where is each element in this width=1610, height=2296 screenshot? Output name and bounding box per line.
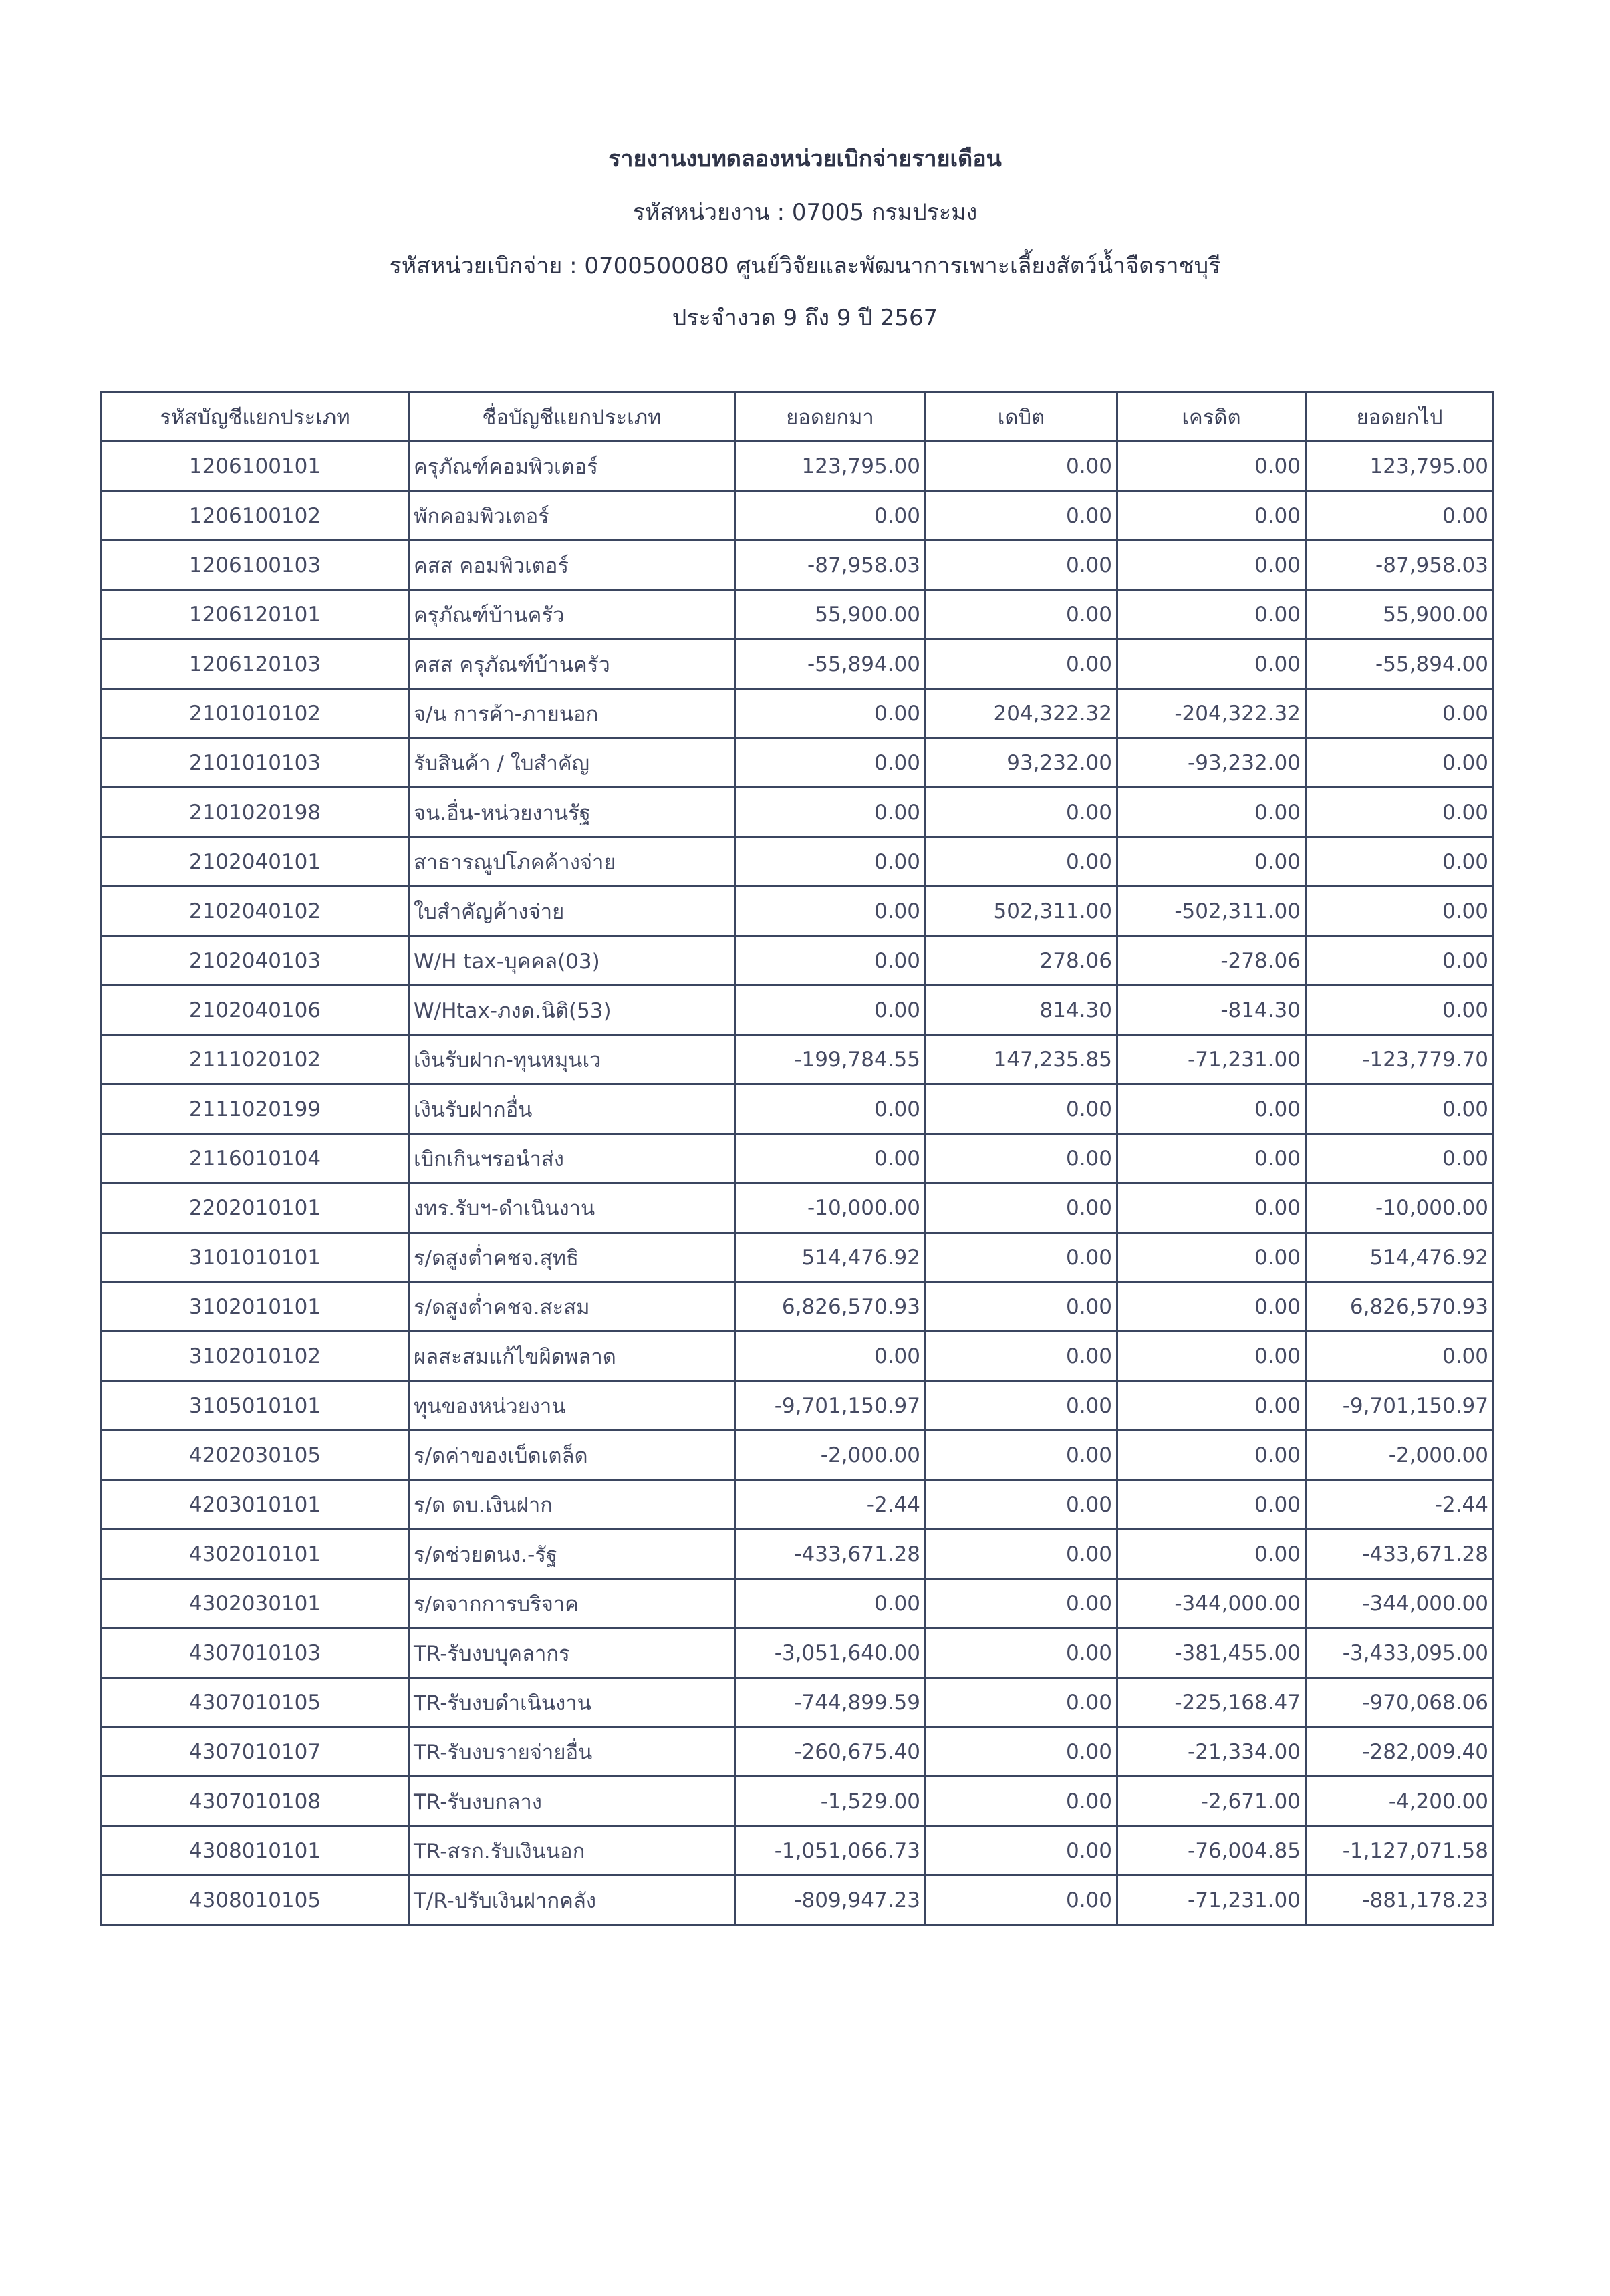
opening-balance-cell: -10,000.00 [735, 1183, 926, 1233]
closing-balance-cell: -123,779.70 [1306, 1035, 1494, 1085]
table-row [102, 442, 1494, 491]
closing-balance-cell: -881,178.23 [1306, 1876, 1494, 1925]
credit-cell: -344,000.00 [1117, 1579, 1306, 1628]
account-name-cell: ร/ดช่วยดนง.-รัฐ [409, 1530, 735, 1579]
closing-balance-cell: 0.00 [1306, 837, 1494, 887]
credit-cell: -381,455.00 [1117, 1628, 1306, 1678]
credit-cell: 0.00 [1117, 1530, 1306, 1579]
credit-cell: -814.30 [1117, 986, 1306, 1035]
closing-balance-cell: 55,900.00 [1306, 590, 1494, 639]
table-row [102, 1134, 1494, 1183]
debit-cell: 278.06 [926, 936, 1117, 986]
opening-balance-cell: 6,826,570.93 [735, 1282, 926, 1332]
credit-cell: 0.00 [1117, 1332, 1306, 1381]
debit-cell: 0.00 [926, 1727, 1117, 1777]
opening-balance-cell: -9,701,150.97 [735, 1381, 926, 1431]
debit-cell: 0.00 [926, 1876, 1117, 1925]
table-row [102, 1233, 1494, 1282]
credit-cell: 0.00 [1117, 837, 1306, 887]
closing-balance-cell: 123,795.00 [1306, 442, 1494, 491]
debit-cell: 0.00 [926, 590, 1117, 639]
debit-cell: 0.00 [926, 1628, 1117, 1678]
opening-balance-cell: -809,947.23 [735, 1876, 926, 1925]
opening-balance-cell: 0.00 [735, 689, 926, 738]
debit-cell: 814.30 [926, 986, 1117, 1035]
account-name-cell: TR-สรก.รับเงินนอก [409, 1826, 735, 1876]
agency-code: รหัสหน่วยงาน : 07005 กรมประมง [632, 199, 978, 226]
table-row [102, 1579, 1494, 1628]
header-account-code: รหัสบัญชีแยกประเภท [102, 392, 409, 442]
table-row [102, 1876, 1494, 1925]
account-code-cell: 4307010103 [102, 1628, 409, 1678]
header-closing-balance: ยอดยกไป [1306, 392, 1494, 442]
credit-cell: 0.00 [1117, 1381, 1306, 1431]
account-code-cell: 1206100103 [102, 541, 409, 590]
account-code-cell: 4203010101 [102, 1480, 409, 1530]
debit-cell: 0.00 [926, 1826, 1117, 1876]
account-name-cell: จ/น การค้า-ภายนอก [409, 689, 735, 738]
opening-balance-cell: -260,675.40 [735, 1727, 926, 1777]
opening-balance-cell: -1,051,066.73 [735, 1826, 926, 1876]
table-row [102, 1183, 1494, 1233]
debit-cell: 0.00 [926, 1183, 1117, 1233]
opening-balance-cell: 0.00 [735, 738, 926, 788]
opening-balance-cell: -199,784.55 [735, 1035, 926, 1085]
opening-balance-cell: 0.00 [735, 837, 926, 887]
closing-balance-cell: -2,000.00 [1306, 1431, 1494, 1480]
account-code-cell: 2102040101 [102, 837, 409, 887]
table-row [102, 1777, 1494, 1826]
debit-cell: 0.00 [926, 1678, 1117, 1727]
table-row [102, 986, 1494, 1035]
closing-balance-cell: 6,826,570.93 [1306, 1282, 1494, 1332]
closing-balance-cell: 0.00 [1306, 1332, 1494, 1381]
credit-cell: 0.00 [1117, 541, 1306, 590]
account-name-cell: ครุภัณฑ์บ้านครัว [409, 590, 735, 639]
credit-cell: 0.00 [1117, 1183, 1306, 1233]
closing-balance-cell: -3,433,095.00 [1306, 1628, 1494, 1678]
debit-cell: 147,235.85 [926, 1035, 1117, 1085]
opening-balance-cell: 0.00 [735, 491, 926, 541]
debit-cell: 0.00 [926, 1332, 1117, 1381]
opening-balance-cell: 0.00 [735, 887, 926, 936]
account-name-cell: ร/ดค่าของเบ็ดเตล็ด [409, 1431, 735, 1480]
closing-balance-cell: 0.00 [1306, 986, 1494, 1035]
debit-cell: 0.00 [926, 1233, 1117, 1282]
account-code-cell: 4302030101 [102, 1579, 409, 1628]
debit-cell: 0.00 [926, 442, 1117, 491]
account-name-cell: ร/ดสูงต่ำคชจ.สุทธิ [409, 1233, 735, 1282]
closing-balance-cell: -433,671.28 [1306, 1530, 1494, 1579]
opening-balance-cell: -1,529.00 [735, 1777, 926, 1826]
account-code-cell: 1206100102 [102, 491, 409, 541]
account-code-cell: 2101020198 [102, 788, 409, 837]
account-code-cell: 4307010105 [102, 1678, 409, 1727]
closing-balance-cell: -282,009.40 [1306, 1727, 1494, 1777]
credit-cell: 0.00 [1117, 1233, 1306, 1282]
debit-cell: 0.00 [926, 639, 1117, 689]
table-row [102, 1727, 1494, 1777]
header-debit: เดบิต [926, 392, 1117, 442]
account-code-cell: 2111020199 [102, 1085, 409, 1134]
closing-balance-cell: 0.00 [1306, 689, 1494, 738]
trial-balance-table [100, 391, 1494, 1926]
closing-balance-cell: -1,127,071.58 [1306, 1826, 1494, 1876]
closing-balance-cell: 0.00 [1306, 887, 1494, 936]
credit-cell: 0.00 [1117, 491, 1306, 541]
debit-cell: 0.00 [926, 788, 1117, 837]
table-row [102, 639, 1494, 689]
account-name-cell: คสส คอมพิวเตอร์ [409, 541, 735, 590]
header-opening-balance: ยอดยกมา [735, 392, 926, 442]
closing-balance-cell: -87,958.03 [1306, 541, 1494, 590]
account-code-cell: 4308010101 [102, 1826, 409, 1876]
account-name-cell: ครุภัณฑ์คอมพิวเตอร์ [409, 442, 735, 491]
account-name-cell: งทร.รับฯ-ดำเนินงาน [409, 1183, 735, 1233]
account-code-cell: 2102040103 [102, 936, 409, 986]
closing-balance-cell: -10,000.00 [1306, 1183, 1494, 1233]
table-row [102, 1530, 1494, 1579]
account-name-cell: TR-รับงบกลาง [409, 1777, 735, 1826]
opening-balance-cell: 0.00 [735, 1134, 926, 1183]
credit-cell: 0.00 [1117, 1431, 1306, 1480]
credit-cell: -502,311.00 [1117, 887, 1306, 936]
closing-balance-cell: 0.00 [1306, 738, 1494, 788]
opening-balance-cell: 0.00 [735, 936, 926, 986]
account-name-cell: TR-รับงบรายจ่ายอื่น [409, 1727, 735, 1777]
account-name-cell: W/Htax-ภงด.นิติ(53) [409, 986, 735, 1035]
table-row [102, 1381, 1494, 1431]
credit-cell: 0.00 [1117, 1480, 1306, 1530]
report-period: ประจำงวด 9 ถึง 9 ปี 2567 [672, 305, 938, 331]
account-code-cell: 4302010101 [102, 1530, 409, 1579]
closing-balance-cell: -344,000.00 [1306, 1579, 1494, 1628]
table-row [102, 1628, 1494, 1678]
table-header-row [102, 392, 1494, 442]
account-name-cell: เงินรับฝาก-ทุนหมุนเว [409, 1035, 735, 1085]
opening-balance-cell: -3,051,640.00 [735, 1628, 926, 1678]
debit-cell: 0.00 [926, 1282, 1117, 1332]
account-code-cell: 3101010101 [102, 1233, 409, 1282]
opening-balance-cell: -55,894.00 [735, 639, 926, 689]
credit-cell: 0.00 [1117, 1134, 1306, 1183]
credit-cell: -21,334.00 [1117, 1727, 1306, 1777]
credit-cell: -278.06 [1117, 936, 1306, 986]
opening-balance-cell: -433,671.28 [735, 1530, 926, 1579]
opening-balance-cell: 0.00 [735, 788, 926, 837]
account-name-cell: สาธารณูปโภคค้างจ่าย [409, 837, 735, 887]
account-code-cell: 2202010101 [102, 1183, 409, 1233]
account-code-cell: 4308010105 [102, 1876, 409, 1925]
account-code-cell: 3105010101 [102, 1381, 409, 1431]
header-account-name: ชื่อบัญชีแยกประเภท [409, 392, 735, 442]
opening-balance-cell: 55,900.00 [735, 590, 926, 639]
table-body [102, 442, 1494, 1925]
account-name-cell: เงินรับฝากอื่น [409, 1085, 735, 1134]
debit-cell: 0.00 [926, 1085, 1117, 1134]
account-name-cell: W/H tax-บุคคล(03) [409, 936, 735, 986]
account-code-cell: 4307010107 [102, 1727, 409, 1777]
account-code-cell: 4202030105 [102, 1431, 409, 1480]
table-row [102, 788, 1494, 837]
closing-balance-cell: -970,068.06 [1306, 1678, 1494, 1727]
table-row [102, 1332, 1494, 1381]
account-name-cell: จน.อื่น-หน่วยงานรัฐ [409, 788, 735, 837]
debit-cell: 0.00 [926, 1530, 1117, 1579]
account-name-cell: T/R-ปรับเงินฝากคลัง [409, 1876, 735, 1925]
table-row [102, 491, 1494, 541]
opening-balance-cell: 0.00 [735, 1085, 926, 1134]
debit-cell: 204,322.32 [926, 689, 1117, 738]
credit-cell: 0.00 [1117, 442, 1306, 491]
closing-balance-cell: -2.44 [1306, 1480, 1494, 1530]
debit-cell: 0.00 [926, 1579, 1117, 1628]
credit-cell: -2,671.00 [1117, 1777, 1306, 1826]
account-code-cell: 2102040102 [102, 887, 409, 936]
account-code-cell: 1206120103 [102, 639, 409, 689]
account-name-cell: ร/ด ดบ.เงินฝาก [409, 1480, 735, 1530]
debit-cell: 0.00 [926, 837, 1117, 887]
debit-cell: 0.00 [926, 1480, 1117, 1530]
account-code-cell: 4307010108 [102, 1777, 409, 1826]
opening-balance-cell: 0.00 [735, 1332, 926, 1381]
account-code-cell: 2102040106 [102, 986, 409, 1035]
table-row [102, 541, 1494, 590]
debit-cell: 0.00 [926, 491, 1117, 541]
opening-balance-cell: 0.00 [735, 986, 926, 1035]
credit-cell: -204,322.32 [1117, 689, 1306, 738]
table-row [102, 738, 1494, 788]
credit-cell: 0.00 [1117, 1085, 1306, 1134]
credit-cell: 0.00 [1117, 1282, 1306, 1332]
table-row [102, 1035, 1494, 1085]
account-name-cell: TR-รับงบดำเนินงาน [409, 1678, 735, 1727]
account-name-cell: พักคอมพิวเตอร์ [409, 491, 735, 541]
opening-balance-cell: 123,795.00 [735, 442, 926, 491]
table-row [102, 689, 1494, 738]
closing-balance-cell: 0.00 [1306, 1134, 1494, 1183]
closing-balance-cell: 0.00 [1306, 788, 1494, 837]
header-credit: เครดิต [1117, 392, 1306, 442]
credit-cell: -93,232.00 [1117, 738, 1306, 788]
account-name-cell: ร/ดจากการบริจาค [409, 1579, 735, 1628]
table-row [102, 1480, 1494, 1530]
table-row [102, 1282, 1494, 1332]
closing-balance-cell: -9,701,150.97 [1306, 1381, 1494, 1431]
opening-balance-cell: -87,958.03 [735, 541, 926, 590]
credit-cell: -225,168.47 [1117, 1678, 1306, 1727]
credit-cell: -71,231.00 [1117, 1035, 1306, 1085]
account-name-cell: คสส ครุภัณฑ์บ้านครัว [409, 639, 735, 689]
debit-cell: 0.00 [926, 1777, 1117, 1826]
table-row [102, 887, 1494, 936]
account-name-cell: TR-รับงบบุคลากร [409, 1628, 735, 1678]
table-row [102, 1826, 1494, 1876]
opening-balance-cell: -744,899.59 [735, 1678, 926, 1727]
account-name-cell: ทุนของหน่วยงาน [409, 1381, 735, 1431]
account-name-cell: ร/ดสูงต่ำคชจ.สะสม [409, 1282, 735, 1332]
account-name-cell: รับสินค้า / ใบสำคัญ [409, 738, 735, 788]
account-code-cell: 2101010102 [102, 689, 409, 738]
closing-balance-cell: -55,894.00 [1306, 639, 1494, 689]
credit-cell: 0.00 [1117, 788, 1306, 837]
opening-balance-cell: -2.44 [735, 1480, 926, 1530]
credit-cell: 0.00 [1117, 639, 1306, 689]
account-code-cell: 3102010102 [102, 1332, 409, 1381]
opening-balance-cell: 514,476.92 [735, 1233, 926, 1282]
account-code-cell: 2116010104 [102, 1134, 409, 1183]
account-code-cell: 2101010103 [102, 738, 409, 788]
table-row [102, 1431, 1494, 1480]
credit-cell: -76,004.85 [1117, 1826, 1306, 1876]
account-code-cell: 3102010101 [102, 1282, 409, 1332]
debit-cell: 0.00 [926, 541, 1117, 590]
table-row [102, 837, 1494, 887]
debit-cell: 0.00 [926, 1134, 1117, 1183]
closing-balance-cell: 0.00 [1306, 491, 1494, 541]
debit-cell: 502,311.00 [926, 887, 1117, 936]
account-name-cell: เบิกเกินฯรอนำส่ง [409, 1134, 735, 1183]
debit-cell: 0.00 [926, 1431, 1117, 1480]
account-code-cell: 2111020102 [102, 1035, 409, 1085]
opening-balance-cell: -2,000.00 [735, 1431, 926, 1480]
closing-balance-cell: -4,200.00 [1306, 1777, 1494, 1826]
disbursing-unit: รหัสหน่วยเบิกจ่าย : 0700500080 ศูนย์วิจัยและพัฒนาการเพาะเลี้ยงสัตว์น้ำจืดราชบุรี [389, 253, 1221, 279]
table-row [102, 1085, 1494, 1134]
closing-balance-cell: 514,476.92 [1306, 1233, 1494, 1282]
credit-cell: -71,231.00 [1117, 1876, 1306, 1925]
account-name-cell: ใบสำคัญค้างจ่าย [409, 887, 735, 936]
opening-balance-cell: 0.00 [735, 1579, 926, 1628]
table-row [102, 936, 1494, 986]
table-row [102, 590, 1494, 639]
table-row [102, 1678, 1494, 1727]
debit-cell: 93,232.00 [926, 738, 1117, 788]
closing-balance-cell: 0.00 [1306, 1085, 1494, 1134]
closing-balance-cell: 0.00 [1306, 936, 1494, 986]
debit-cell: 0.00 [926, 1381, 1117, 1431]
credit-cell: 0.00 [1117, 590, 1306, 639]
report-title: รายงานงบทดลองหน่วยเบิกจ่ายรายเดือน [608, 146, 1002, 172]
account-name-cell: ผลสะสมแก้ไขผิดพลาด [409, 1332, 735, 1381]
account-code-cell: 1206100101 [102, 442, 409, 491]
account-code-cell: 1206120101 [102, 590, 409, 639]
